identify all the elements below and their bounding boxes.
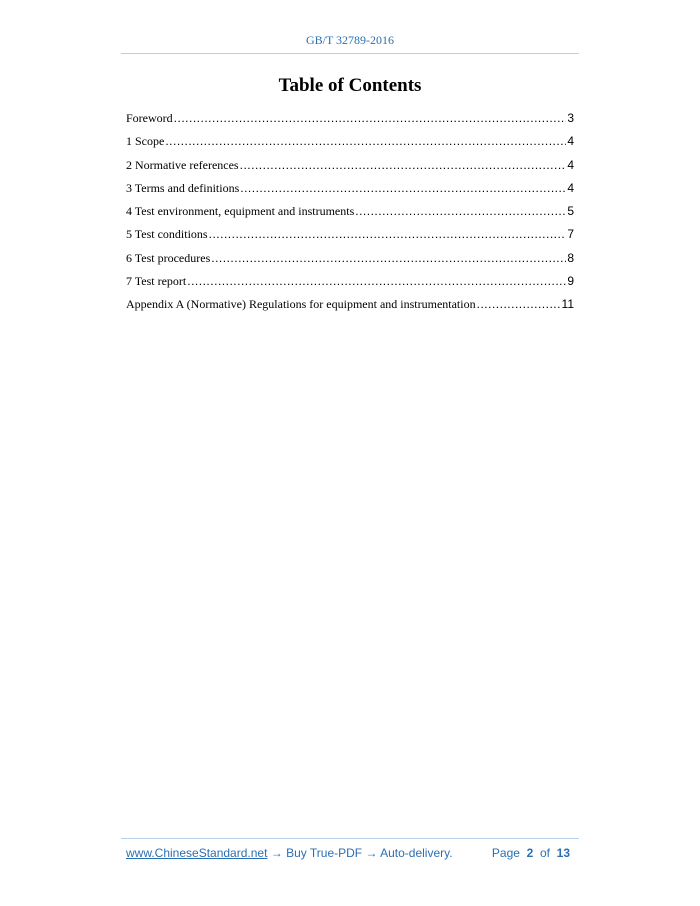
toc-entry-label: 3 Terms and definitions (126, 180, 240, 195)
current-page: 2 (526, 846, 534, 860)
toc-title: Table of Contents (278, 75, 422, 96)
toc-dot-leader (240, 178, 566, 198)
footer-tagline: → Buy True-PDF → Auto-delivery. (267, 846, 453, 860)
toc-entry-page: 5 (567, 204, 574, 219)
toc-entry-page: 3 (567, 111, 574, 125)
toc-entry-page: 7 (567, 227, 574, 242)
toc-entry-page: 9 (567, 274, 574, 289)
page-footer (126, 846, 574, 864)
document-code-header: GB/T 32789-2016 (305, 33, 395, 47)
toc-entry-test-procedures[interactable] (126, 248, 574, 271)
toc-entry-page: 4 (567, 180, 574, 195)
page-number (492, 846, 570, 860)
toc-entry-label: 1 Scope (126, 134, 165, 149)
toc-entry-foreword[interactable] (126, 108, 574, 131)
footer-divider (121, 838, 579, 839)
toc-dot-leader (209, 224, 567, 244)
footer-promo (126, 846, 453, 860)
toc-entry-label: 6 Test procedures (126, 250, 211, 265)
toc-dot-leader (174, 108, 567, 128)
toc-dot-leader (165, 131, 566, 151)
toc-dot-leader (240, 155, 567, 175)
toc-dot-leader (187, 271, 566, 291)
of-word: of (539, 846, 550, 860)
header-divider (121, 53, 579, 54)
toc-entry-test-conditions[interactable] (126, 224, 574, 247)
toc-list (126, 108, 574, 318)
toc-dot-leader (477, 294, 561, 314)
toc-entry-page: 8 (567, 250, 574, 265)
toc-entry-terms-definitions[interactable] (126, 178, 574, 201)
toc-entry-scope[interactable] (126, 131, 574, 154)
website-link[interactable]: www.ChineseStandard.net (126, 846, 268, 860)
page-word: Page (491, 846, 520, 860)
toc-entry-test-environment[interactable] (126, 201, 574, 224)
toc-entry-appendix-a[interactable] (126, 294, 574, 317)
toc-entry-label: Foreword (126, 111, 173, 125)
toc-entry-page: 11 (561, 297, 574, 312)
toc-dot-leader (211, 248, 566, 268)
toc-entry-label: 5 Test conditions (126, 227, 208, 242)
toc-entry-label: 7 Test report (126, 274, 187, 289)
toc-dot-leader (355, 201, 566, 221)
toc-entry-test-report[interactable] (126, 271, 574, 294)
toc-entry-page: 4 (567, 157, 574, 172)
toc-entry-label: 4 Test environment, equipment and instruments (126, 204, 355, 219)
total-pages: 13 (556, 846, 570, 860)
toc-entry-label: 2 Normative references (126, 157, 239, 172)
toc-entry-label: Appendix A (Normative) Regulations for equipment and instrumentation (126, 297, 476, 312)
toc-entry-page: 4 (567, 134, 574, 149)
toc-entry-normative-references[interactable] (126, 155, 574, 178)
